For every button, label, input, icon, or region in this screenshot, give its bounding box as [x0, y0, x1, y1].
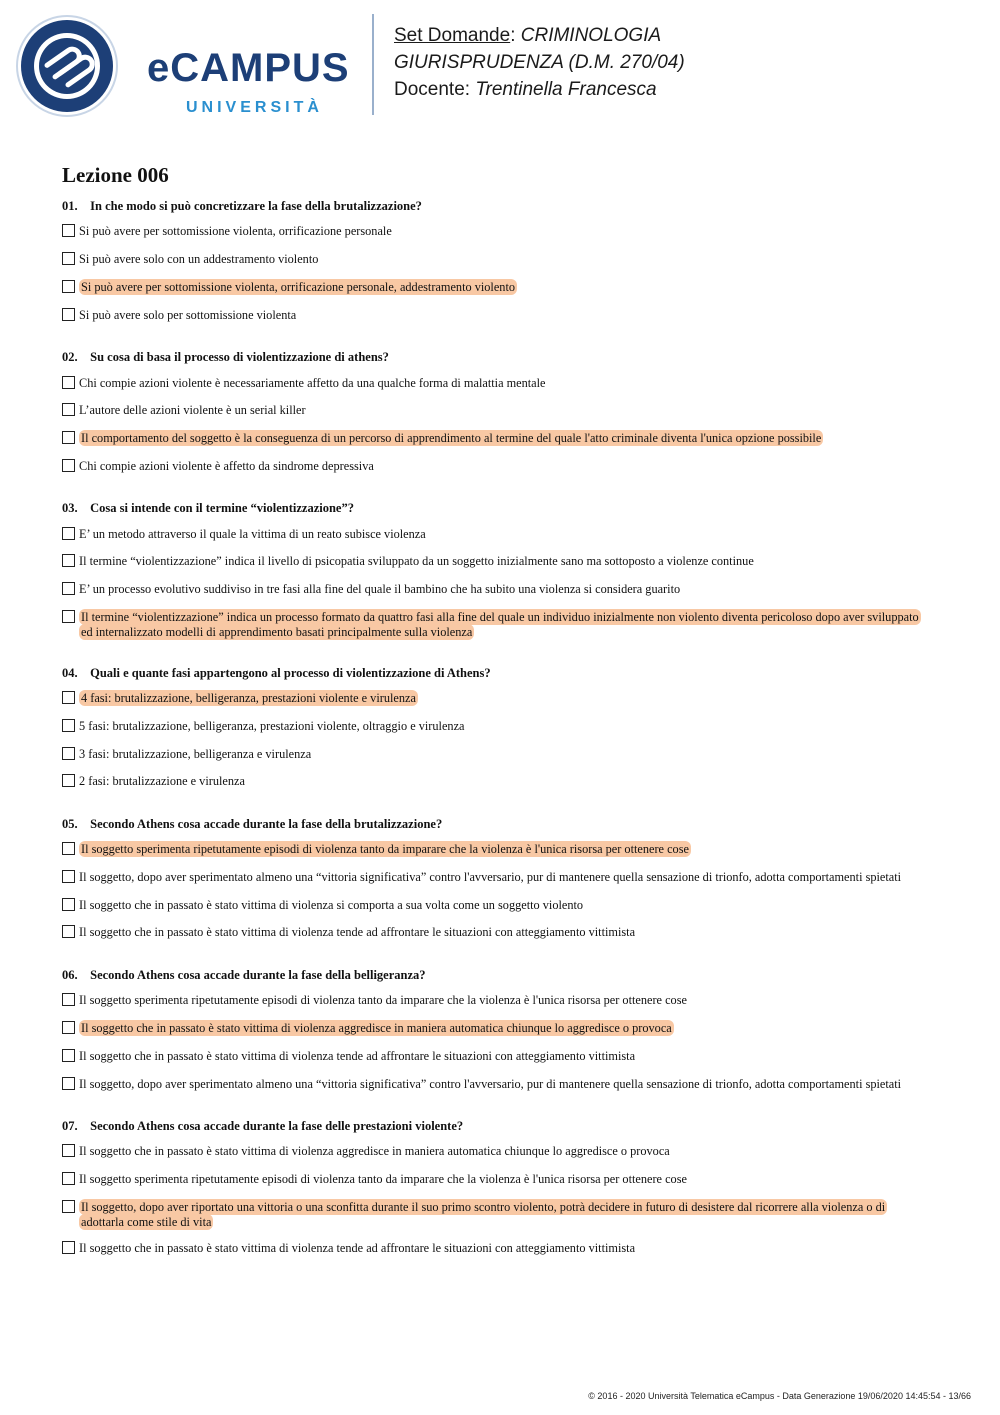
question-number: 03.	[62, 501, 78, 515]
answer-text: Il soggetto sperimenta ripetutamente episodi di violenza tanto da imparare che la violenza è l'unica risorsa per ottenere cose	[81, 842, 689, 856]
course-line: GIURISPRUDENZA (D.M. 270/04)	[394, 52, 685, 73]
header-divider	[372, 14, 374, 115]
question-number: 07.	[62, 1119, 78, 1133]
question-text: Secondo Athens cosa accade durante la fase della brutalizzazione?	[90, 817, 443, 831]
answer-checkbox[interactable]	[62, 610, 75, 623]
answer-checkbox[interactable]	[62, 1241, 75, 1254]
answer-text: Chi compie azioni violente è necessariamente affetto da una qualche forma di malattia mentale	[79, 376, 546, 390]
question-number: 04.	[62, 666, 78, 680]
answer-text: Il soggetto, dopo aver riportato una vittoria o una sconfitta durante il suo primo scontro violento, potrà decidere in futuro di desistere dal ricorrere alla violenza o di adottarla come stile di vita	[81, 1200, 886, 1229]
header-info	[394, 22, 685, 103]
question-title	[62, 500, 354, 516]
answer-checkbox[interactable]	[62, 925, 75, 938]
answer-text: Il soggetto, dopo aver sperimentato almeno una “vittoria significativa” contro l'avversario, pur di mantenere quella sensazione di trionfo, adotta comportamenti spietati	[79, 870, 902, 884]
answer-checkbox[interactable]	[62, 1077, 75, 1090]
answer-checkbox[interactable]	[62, 842, 75, 855]
answer-text: Il soggetto che in passato è stato vittima di violenza si comporta a sua volta come un soggetto violento	[79, 898, 584, 912]
answer-checkbox[interactable]	[62, 280, 75, 293]
question-number: 06.	[62, 968, 78, 982]
answer-checkbox[interactable]	[62, 1172, 75, 1185]
answer-text: Il termine “violentizzazione” indica un processo formato da quattro fasi alla fine del quale un individuo inizialmente non violento diventa pericoloso dopo aver sviluppato ed internalizzato modelli di apprendimento basati principalmente sulla violenza	[81, 610, 919, 639]
answer-text: 2 fasi: brutalizzazione e virulenza	[79, 774, 245, 788]
answer-text: Il soggetto che in passato è stato vittima di violenza tende ad affrontare le situazioni con atteggiamento vittimista	[79, 1049, 636, 1063]
answer-text: Il comportamento del soggetto è la conseguenza di un percorso di apprendimento al termine del quale l'atto criminale diventa l'unica opzione possibile	[81, 431, 822, 445]
question-text: Su cosa di basa il processo di violentizzazione di athens?	[90, 350, 389, 364]
answer-checkbox[interactable]	[62, 252, 75, 265]
answer-text: Il soggetto che in passato è stato vittima di violenza aggredisce in maniera automatica chiunque lo aggredisce o provoca	[79, 1144, 670, 1158]
answer-text: L’autore delle azioni violente è un serial killer	[79, 403, 306, 417]
answer-checkbox[interactable]	[62, 431, 75, 444]
set-line: Set Domande: CRIMINOLOGIA	[394, 25, 662, 46]
answer-checkbox[interactable]	[62, 747, 75, 760]
answer-checkbox[interactable]	[62, 527, 75, 540]
answer-checkbox[interactable]	[62, 554, 75, 567]
teacher-line	[394, 76, 685, 103]
question-text: Secondo Athens cosa accade durante la fase della belligeranza?	[90, 968, 426, 982]
answer-checkbox[interactable]	[62, 870, 75, 883]
answer-text: Il termine “violentizzazione” indica il livello di psicopatia sviluppato da un soggetto inizialmente sano ma sottoposto a violenze continue	[79, 554, 754, 568]
teacher-name: Trentinella Francesca	[475, 79, 657, 100]
question-title	[62, 816, 442, 832]
question-number: 02.	[62, 350, 78, 364]
answer-text: Chi compie azioni violente è affetto da sindrome depressiva	[79, 459, 374, 473]
answer-checkbox[interactable]	[62, 1021, 75, 1034]
set-label: Set Domande	[394, 25, 511, 46]
logo-subtitle: UNIVERSITÀ	[186, 99, 323, 116]
question-text: In che modo si può concretizzare la fase della brutalizzazione?	[90, 199, 422, 213]
answer-checkbox[interactable]	[62, 403, 75, 416]
answer-checkbox[interactable]	[62, 719, 75, 732]
question-title	[62, 198, 422, 214]
answer-text: Il soggetto sperimenta ripetutamente episodi di violenza tanto da imparare che la violenza è l'unica risorsa per ottenere cose	[79, 1172, 687, 1186]
answer-text: E’ un metodo attraverso il quale la vittima di un reato subisce violenza	[79, 527, 426, 541]
question-text: Quali e quante fasi appartengono al processo di violentizzazione di Athens?	[90, 666, 491, 680]
question-title	[62, 349, 389, 365]
answer-checkbox[interactable]	[62, 774, 75, 787]
set-value: CRIMINOLOGIA	[520, 25, 662, 46]
answer-text: Si può avere per sottomissione violenta, orrificazione personale	[79, 224, 392, 238]
ecampus-emblem-icon	[14, 14, 126, 119]
answer-text: Il soggetto che in passato è stato vittima di violenza aggredisce in maniera automatica chiunque lo aggredisce o provoca	[81, 1021, 672, 1035]
logo-wordmark: eCAMPUS	[147, 46, 350, 90]
answer-text: Il soggetto che in passato è stato vittima di violenza tende ad affrontare le situazioni con atteggiamento vittimista	[79, 925, 636, 939]
answer-checkbox[interactable]	[62, 691, 75, 704]
question-number: 01.	[62, 199, 78, 213]
answer-text: 4 fasi: brutalizzazione, belligeranza, prestazioni violente e virulenza	[81, 691, 416, 705]
answer-text: Il soggetto che in passato è stato vittima di violenza tende ad affrontare le situazioni con atteggiamento vittimista	[79, 1241, 636, 1255]
answer-text: 3 fasi: brutalizzazione, belligeranza e virulenza	[79, 747, 312, 761]
question-title	[62, 967, 426, 983]
answer-checkbox[interactable]	[62, 993, 75, 1006]
answer-checkbox[interactable]	[62, 459, 75, 472]
answer-checkbox[interactable]	[62, 1144, 75, 1157]
question-text: Secondo Athens cosa accade durante la fase delle prestazioni violente?	[90, 1119, 464, 1133]
answer-text: Si può avere per sottomissione violenta, orrificazione personale, addestramento violento	[81, 280, 516, 294]
question-number: 05.	[62, 817, 78, 831]
page-footer: © 2016 - 2020 Università Telematica eCampus - Data Generazione 19/06/2020 14:45:54 - 13/66	[588, 1391, 971, 1401]
answer-checkbox[interactable]	[62, 376, 75, 389]
teacher-label: Docente:	[394, 79, 471, 100]
question-text: Cosa si intende con il termine “violentizzazione”?	[90, 501, 354, 515]
answer-checkbox[interactable]	[62, 1049, 75, 1062]
answer-text: 5 fasi: brutalizzazione, belligeranza, prestazioni violente, oltraggio e virulenza	[79, 719, 465, 733]
answer-text: Si può avere solo per sottomissione violenta	[79, 308, 297, 322]
answer-checkbox[interactable]	[62, 582, 75, 595]
answer-text: Si può avere solo con un addestramento violento	[79, 252, 319, 266]
answer-checkbox[interactable]	[62, 898, 75, 911]
answer-text: Il soggetto, dopo aver sperimentato almeno una “vittoria significativa” contro l'avversario, pur di mantenere quella sensazione di trionfo, adotta comportamenti spietati	[79, 1077, 902, 1091]
answer-checkbox[interactable]	[62, 308, 75, 321]
answer-checkbox[interactable]	[62, 1200, 75, 1213]
answer-checkbox[interactable]	[62, 224, 75, 237]
question-title	[62, 665, 491, 681]
answer-text: Il soggetto sperimenta ripetutamente episodi di violenza tanto da imparare che la violenza è l'unica risorsa per ottenere cose	[79, 993, 687, 1007]
answer-text: E’ un processo evolutivo suddiviso in tre fasi alla fine del quale il bambino che ha subito una violenza si considera guarito	[79, 582, 681, 596]
ecampus-logo	[14, 14, 359, 119]
lesson-title: Lezione 006	[62, 163, 169, 187]
question-title	[62, 1118, 463, 1134]
